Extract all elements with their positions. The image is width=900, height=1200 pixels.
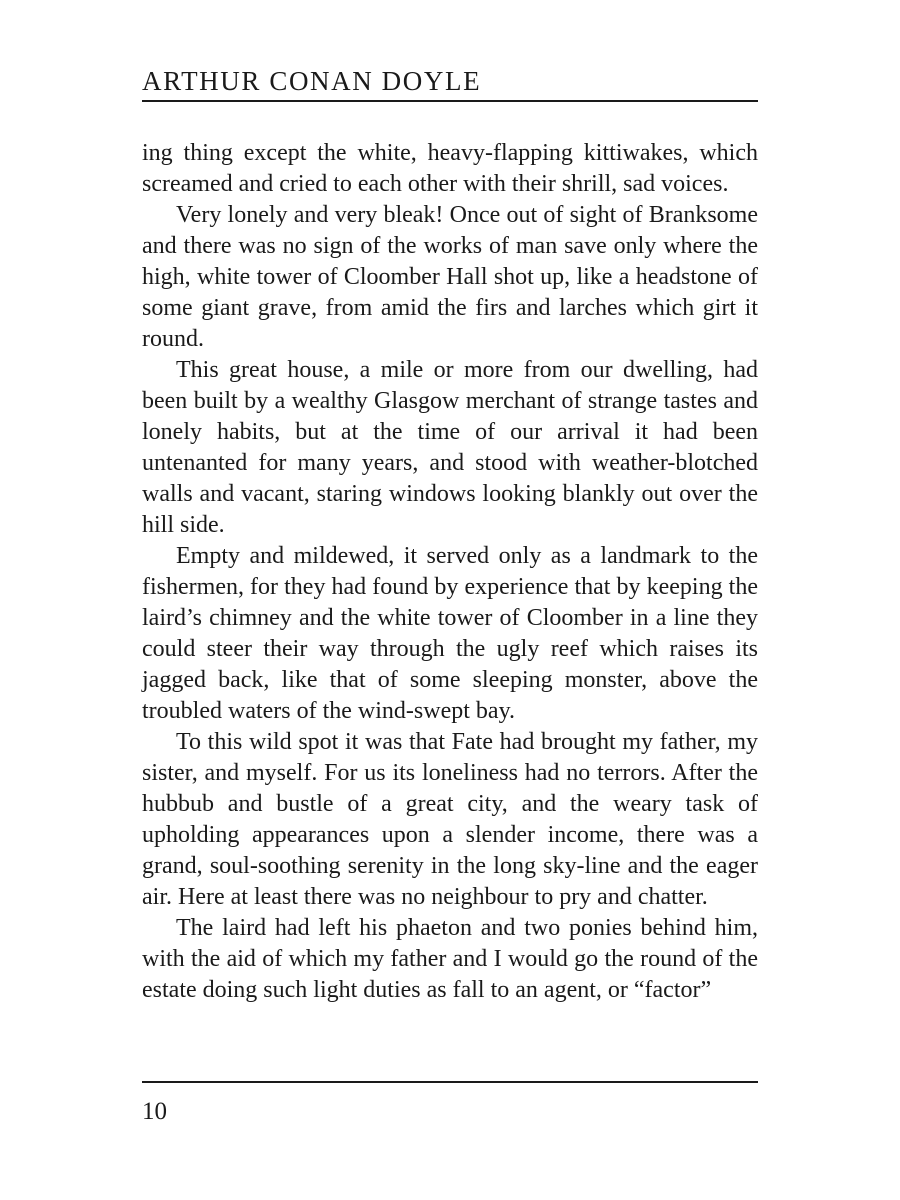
book-page	[142, 0, 758, 1200]
footer-rule	[142, 1081, 758, 1083]
running-head: ARTHUR CONAN DOYLE	[142, 66, 482, 96]
header-rule	[142, 100, 758, 102]
body-text	[142, 138, 758, 1006]
paragraph: ing thing except the white, heavy-flapping kittiwakes, which screamed and cried to each other with their shrill, sad voices.	[142, 140, 758, 197]
paragraph: Very lonely and very bleak! Once out of sight of Branksome and there was no sign of the works of man save only where the high, white tower of Cloomber Hall shot up, like a headstone of some giant grave, from amid the firs and larches which girt it round.	[142, 202, 758, 352]
paragraph: To this wild spot it was that Fate had brought my father, my sister, and myself. For us its loneliness had no terrors. After the hubbub and bustle of a great city, and the weary task of upholding appearances upon a slender income, there was a grand, soul-soothing serenity in the long sky-line and the eager air. Here at least there was no neighbour to pry and chatter.	[142, 729, 758, 910]
paragraph: The laird had left his phaeton and two ponies behind him, with the aid of which my father and I would go the round of the estate doing such light duties as fall to an agent, or “factor”	[142, 915, 758, 1003]
page-number: 10	[142, 1098, 167, 1125]
paragraph: Empty and mildewed, it served only as a landmark to the fishermen, for they had found by experience that by keeping the laird’s chimney and the white tower of Cloomber in a line they could steer their way through the ugly reef which raises its jagged back, like that of some sleeping monster, above the troubled waters of the wind-swept bay.	[142, 543, 758, 724]
paragraph: This great house, a mile or more from our dwelling, had been built by a wealthy Glasgow merchant of strange tastes and lonely habits, but at the time of our arrival it had been untenanted for many years, and stood with weather-blotched walls and vacant, staring windows looking blankly out over the hill side.	[142, 357, 758, 538]
